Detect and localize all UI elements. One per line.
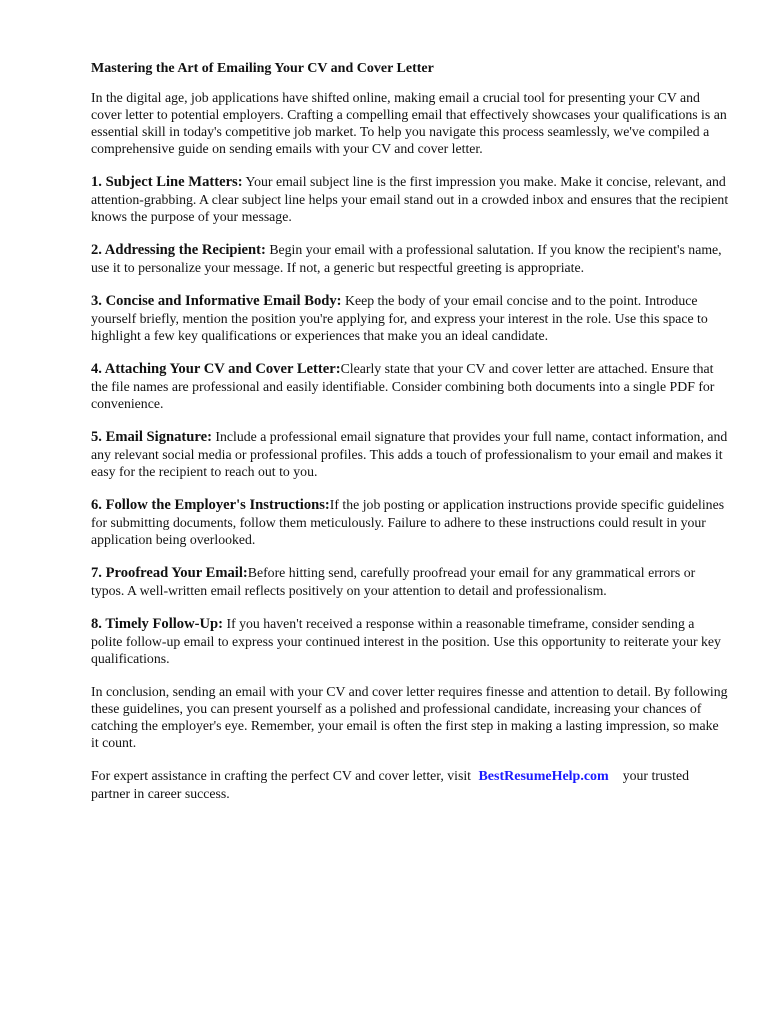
closing-paragraph xyxy=(91,767,729,802)
section-text: If you haven't received a response within a reasonable timeframe, consider sending a polite follow-up email to express your continued interest in the position. Use this opportunity to reiterate your key qualifications. xyxy=(91,616,721,666)
conclusion-paragraph: In conclusion, sending an email with your CV and cover letter requires finesse and attention to detail. By following these guidelines, you can present yourself as a polished and professional candidate, increasing your chances of catching the employer's eye. Remember, your email is often the first step in making a lasting impression, so make it count. xyxy=(91,684,728,750)
section-addressing-recipient xyxy=(91,241,729,276)
section-follow-up xyxy=(91,615,729,667)
best-resume-help-link[interactable]: BestResumeHelp.com xyxy=(478,769,609,784)
section-proofread xyxy=(91,564,729,599)
section-heading: 4. Attaching Your CV and Cover Letter: xyxy=(91,361,341,377)
section-text: Keep the body of your email concise and to the point. Introduce yourself briefly, mention the position you're applying for, and express your interest in the role. Use this space to highlight a few key qualifications or experiences that make you an ideal candidate. xyxy=(91,293,708,343)
section-heading: 1. Subject Line Matters: xyxy=(91,174,243,190)
section-text: Include a professional email signature that provides your full name, contact information, and any relevant social media or professional profiles. This adds a touch of professionalism to your email and makes it easy for the recipient to reach out to you. xyxy=(91,429,728,479)
section-heading: 3. Concise and Informative Email Body: xyxy=(91,293,342,309)
section-text: If the job posting or application instructions provide specific guidelines for submitting documents, follow them meticulously. Failure to adhere to these instructions could result in your application being overlooked. xyxy=(91,497,725,547)
section-heading: 2. Addressing the Recipient: xyxy=(91,242,266,258)
section-heading: 8. Timely Follow-Up: xyxy=(91,616,224,632)
section-email-body xyxy=(91,292,729,344)
document-page xyxy=(91,60,729,818)
section-email-signature xyxy=(91,428,729,480)
closing-text-before: For expert assistance in crafting the perfect CV and cover letter, visit xyxy=(91,768,475,783)
closing-text-after: your trusted partner in career success. xyxy=(91,768,690,801)
section-heading: 6. Follow the Employer's Instructions: xyxy=(91,497,330,513)
section-text: Begin your email with a professional salutation. If you know the recipient's name, use it to personalize your message. If not, a generic but respectful greeting is appropriate. xyxy=(91,242,722,275)
section-text: Clearly state that your CV and cover letter are attached. Ensure that the file names are professional and easily identifiable. Consider combining both documents into a single PDF for convenience. xyxy=(91,361,715,411)
section-employer-instructions xyxy=(91,496,729,548)
section-text: Before hitting send, carefully proofread your email for any grammatical errors or typos. A well-written email reflects positively on your attention to detail and professionalism. xyxy=(91,565,696,598)
intro-paragraph: In the digital age, job applications have shifted online, making email a crucial tool for presenting your CV and cover letter to potential employers. Crafting a compelling email that effectively showcases your qualifications is an essential skill in today's competitive job market. To help you navigate this process seamlessly, we've compiled a comprehensive guide on sending emails with your CV and cover letter. xyxy=(91,90,727,156)
section-heading: 5. Email Signature: xyxy=(91,429,212,445)
section-attaching-cv xyxy=(91,360,729,412)
section-text: Your email subject line is the first impression you make. Make it concise, relevant, and attention-grabbing. A clear subject line helps your email stand out in a crowded inbox and ensures that the recipient knows the purpose of your message. xyxy=(91,174,729,224)
section-subject-line xyxy=(91,173,729,225)
document-title: Mastering the Art of Emailing Your CV and Cover Letter xyxy=(91,61,434,76)
section-heading: 7. Proofread Your Email: xyxy=(91,565,248,581)
